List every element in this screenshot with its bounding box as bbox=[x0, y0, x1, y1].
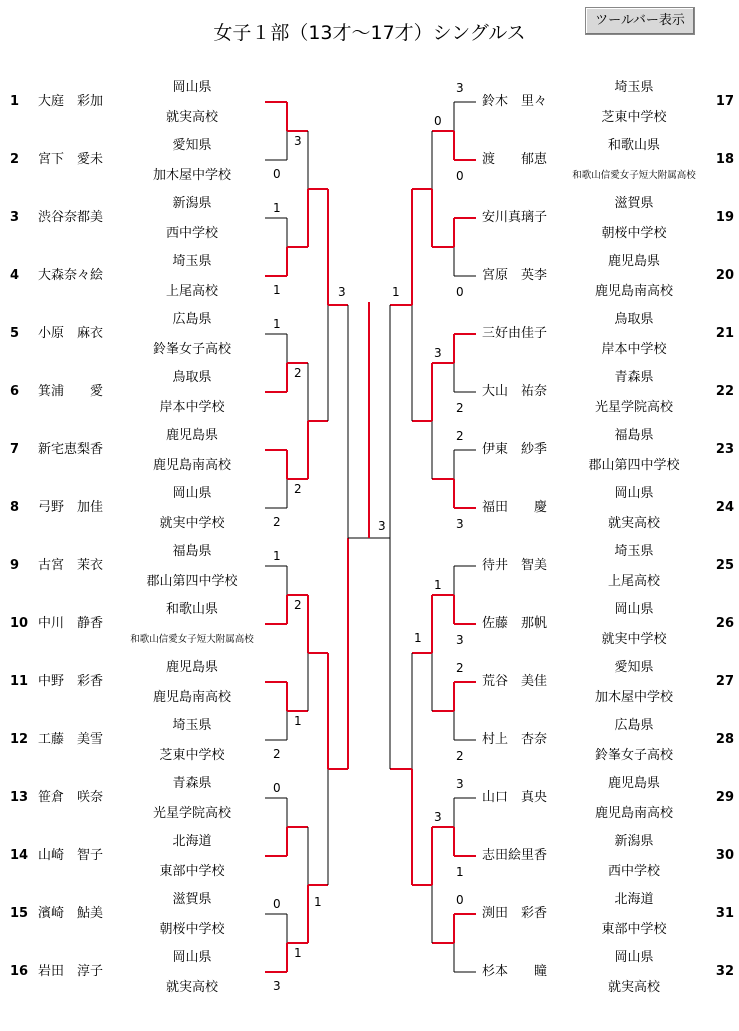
match-score: 1 bbox=[414, 631, 422, 645]
entry-number: 24 bbox=[715, 500, 734, 515]
match-score: 0 bbox=[273, 781, 281, 795]
prefecture: 愛知県 bbox=[614, 660, 654, 675]
entry-number: 1 bbox=[10, 94, 20, 109]
school-name: 和歌山信愛女子短大附属高校 bbox=[130, 634, 254, 645]
school-name: 就実高校 bbox=[607, 980, 660, 995]
school-name: 鹿児島南高校 bbox=[152, 458, 231, 473]
prefecture: 新潟県 bbox=[172, 196, 212, 211]
prefecture: 広島県 bbox=[172, 312, 212, 327]
player-name: 渋谷奈都美 bbox=[38, 210, 104, 225]
school-name: 岸本中学校 bbox=[159, 400, 225, 415]
entry-number: 5 bbox=[10, 326, 20, 341]
prefecture: 岡山県 bbox=[172, 950, 212, 965]
entry-number: 9 bbox=[10, 558, 20, 573]
match-score: 3 bbox=[456, 633, 464, 647]
school-name: 就実中学校 bbox=[159, 516, 225, 531]
entry-number: 28 bbox=[715, 732, 734, 747]
prefecture: 埼玉県 bbox=[614, 544, 654, 559]
prefecture: 鳥取県 bbox=[172, 370, 212, 385]
player-name: 鈴木 里々 bbox=[482, 94, 548, 109]
match-score: 3 bbox=[456, 517, 464, 531]
match-score: 0 bbox=[456, 285, 464, 299]
school-name: 西中学校 bbox=[607, 864, 660, 879]
entry-number: 18 bbox=[715, 152, 734, 167]
entry-number: 7 bbox=[10, 442, 20, 457]
match-score: 2 bbox=[294, 598, 302, 612]
entry-number: 16 bbox=[10, 964, 29, 979]
school-name: 朝桜中学校 bbox=[601, 226, 667, 241]
school-name: 郡山第四中学校 bbox=[588, 458, 680, 473]
school-name: 就実高校 bbox=[165, 110, 218, 125]
prefecture: 広島県 bbox=[614, 718, 654, 733]
school-name: 上尾高校 bbox=[165, 284, 218, 299]
player-name: 小原 麻衣 bbox=[38, 326, 104, 341]
prefecture: 北海道 bbox=[614, 892, 654, 907]
prefecture: 鹿児島県 bbox=[607, 254, 660, 269]
match-score: 2 bbox=[273, 747, 281, 761]
school-name: 加木屋中学校 bbox=[594, 690, 673, 705]
match-score: 2 bbox=[456, 749, 464, 763]
prefecture: 岡山県 bbox=[172, 486, 212, 501]
prefecture: 滋賀県 bbox=[172, 892, 212, 907]
school-name: 芝東中学校 bbox=[159, 748, 225, 763]
entry-number: 29 bbox=[715, 790, 734, 805]
school-name: 芝東中学校 bbox=[601, 110, 667, 125]
match-score: 3 bbox=[294, 134, 302, 148]
entry-number: 19 bbox=[715, 210, 734, 225]
prefecture: 北海道 bbox=[172, 834, 212, 849]
school-name: 朝桜中学校 bbox=[159, 922, 225, 937]
match-score: 1 bbox=[294, 946, 302, 960]
entry-number: 2 bbox=[10, 152, 20, 167]
entry-number: 17 bbox=[715, 94, 734, 109]
player-name: 山口 真央 bbox=[482, 790, 548, 805]
player-name: 安川真璃子 bbox=[482, 210, 548, 225]
toolbar-toggle-button[interactable]: ツールバー表示 bbox=[585, 7, 695, 35]
prefecture: 鹿児島県 bbox=[607, 776, 660, 791]
school-name: 加木屋中学校 bbox=[152, 168, 231, 183]
entry-number: 22 bbox=[715, 384, 734, 399]
entry-number: 6 bbox=[10, 384, 20, 399]
match-score: 1 bbox=[294, 714, 302, 728]
player-name: 村上 杏奈 bbox=[482, 732, 548, 747]
prefecture: 青森県 bbox=[172, 776, 212, 791]
match-score: 0 bbox=[456, 169, 464, 183]
player-name: 荒谷 美佳 bbox=[482, 674, 548, 689]
match-score: 2 bbox=[294, 482, 302, 496]
player-name: 福田 慶 bbox=[482, 500, 548, 515]
entry-number: 32 bbox=[715, 964, 734, 979]
player-name: 佐藤 那帆 bbox=[482, 616, 548, 631]
match-score: 3 bbox=[456, 777, 464, 791]
player-name: 渕田 彩香 bbox=[482, 906, 548, 921]
school-name: 東部中学校 bbox=[159, 864, 225, 879]
match-score: 2 bbox=[456, 429, 464, 443]
match-score: 1 bbox=[456, 865, 464, 879]
match-score: 1 bbox=[273, 317, 281, 331]
match-score: 1 bbox=[314, 895, 322, 909]
page-title: 女子１部（13才～17才）シングルス bbox=[213, 22, 526, 44]
match-score: 1 bbox=[273, 283, 281, 297]
prefecture: 福島県 bbox=[172, 544, 212, 559]
match-score: 1 bbox=[273, 201, 281, 215]
entry-number: 10 bbox=[10, 616, 29, 631]
school-name: 西中学校 bbox=[165, 226, 218, 241]
player-name: 箕浦 愛 bbox=[38, 384, 104, 399]
school-name: 上尾高校 bbox=[607, 574, 660, 589]
player-name: 渡 郁恵 bbox=[482, 152, 548, 167]
entry-number: 3 bbox=[10, 210, 20, 225]
match-score: 0 bbox=[273, 167, 281, 181]
player-name: 待井 智美 bbox=[482, 558, 548, 573]
player-name: 大庭 彩加 bbox=[38, 94, 104, 109]
entry-number: 13 bbox=[10, 790, 29, 805]
player-name: 古宮 茉衣 bbox=[38, 558, 104, 573]
prefecture: 鹿児島県 bbox=[165, 428, 218, 443]
entry-number: 20 bbox=[715, 268, 734, 283]
player-name: 大森奈々絵 bbox=[38, 268, 104, 283]
player-name: 三好由佳子 bbox=[482, 326, 548, 341]
match-score: 3 bbox=[434, 346, 442, 360]
player-name: 志田絵里香 bbox=[482, 848, 548, 863]
school-name: 鈴峯女子高校 bbox=[152, 342, 231, 357]
match-score: 3 bbox=[456, 81, 464, 95]
prefecture: 鳥取県 bbox=[614, 312, 654, 327]
prefecture: 福島県 bbox=[614, 428, 654, 443]
entry-number: 15 bbox=[10, 906, 29, 921]
school-name: 就実中学校 bbox=[601, 632, 667, 647]
player-name: 杉本 瞳 bbox=[482, 964, 548, 979]
entry-number: 11 bbox=[10, 674, 29, 689]
player-name: 弓野 加佳 bbox=[38, 500, 104, 515]
player-name: 濱崎 鮎美 bbox=[38, 906, 104, 921]
match-score: 3 bbox=[273, 979, 281, 993]
match-score: 3 bbox=[338, 285, 346, 299]
prefecture: 愛知県 bbox=[172, 138, 212, 153]
prefecture: 岡山県 bbox=[614, 602, 654, 617]
school-name: 岸本中学校 bbox=[601, 342, 667, 357]
entry-number: 23 bbox=[715, 442, 734, 457]
player-name: 岩田 淳子 bbox=[38, 964, 104, 979]
school-name: 東部中学校 bbox=[601, 922, 667, 937]
player-name: 宮下 愛未 bbox=[38, 152, 104, 167]
prefecture: 埼玉県 bbox=[614, 80, 654, 95]
match-score: 3 bbox=[434, 810, 442, 824]
match-score: 1 bbox=[273, 549, 281, 563]
match-score: 0 bbox=[434, 114, 442, 128]
school-name: 鈴峯女子高校 bbox=[594, 748, 673, 763]
school-name: 光星学院高校 bbox=[594, 400, 673, 415]
school-name: 鹿児島南高校 bbox=[594, 284, 673, 299]
prefecture: 滋賀県 bbox=[614, 196, 654, 211]
match-score: 2 bbox=[273, 515, 281, 529]
player-name: 中野 彩香 bbox=[38, 674, 104, 689]
entry-number: 30 bbox=[715, 848, 734, 863]
player-name: 大山 祐奈 bbox=[482, 384, 548, 399]
entry-number: 14 bbox=[10, 848, 29, 863]
school-name: 郡山第四中学校 bbox=[146, 574, 238, 589]
player-name: 笹倉 咲奈 bbox=[38, 790, 104, 805]
entry-number: 27 bbox=[715, 674, 734, 689]
school-name: 就実高校 bbox=[165, 980, 218, 995]
prefecture: 青森県 bbox=[614, 370, 654, 385]
prefecture: 和歌山県 bbox=[607, 138, 660, 153]
player-name: 新宅恵梨香 bbox=[38, 442, 104, 457]
player-name: 中川 静香 bbox=[38, 616, 104, 631]
prefecture: 岡山県 bbox=[614, 950, 654, 965]
school-name: 鹿児島南高校 bbox=[152, 690, 231, 705]
school-name: 光星学院高校 bbox=[152, 806, 231, 821]
entry-number: 21 bbox=[715, 326, 734, 341]
player-name: 工藤 美雪 bbox=[38, 732, 104, 747]
prefecture: 新潟県 bbox=[614, 834, 654, 849]
match-score: 0 bbox=[273, 897, 281, 911]
school-name: 就実高校 bbox=[607, 516, 660, 531]
match-score: 2 bbox=[456, 661, 464, 675]
entry-number: 26 bbox=[715, 616, 734, 631]
prefecture: 岡山県 bbox=[614, 486, 654, 501]
entry-number: 8 bbox=[10, 500, 20, 515]
entry-number: 31 bbox=[715, 906, 734, 921]
school-name: 鹿児島南高校 bbox=[594, 806, 673, 821]
entry-number: 12 bbox=[10, 732, 29, 747]
entry-number: 25 bbox=[715, 558, 734, 573]
player-name: 宮原 英李 bbox=[482, 268, 548, 283]
match-score: 3 bbox=[378, 519, 386, 533]
match-score: 2 bbox=[294, 366, 302, 380]
match-score: 2 bbox=[456, 401, 464, 415]
prefecture: 埼玉県 bbox=[172, 254, 212, 269]
player-name: 伊東 紗季 bbox=[482, 442, 548, 457]
match-score: 0 bbox=[456, 893, 464, 907]
prefecture: 鹿児島県 bbox=[165, 660, 218, 675]
player-name: 山崎 智子 bbox=[38, 848, 104, 863]
entry-number: 4 bbox=[10, 268, 20, 283]
school-name: 和歌山信愛女子短大附属高校 bbox=[572, 170, 696, 181]
match-score: 1 bbox=[434, 578, 442, 592]
prefecture: 岡山県 bbox=[172, 80, 212, 95]
prefecture: 和歌山県 bbox=[165, 602, 218, 617]
prefecture: 埼玉県 bbox=[172, 718, 212, 733]
match-score: 1 bbox=[392, 285, 400, 299]
